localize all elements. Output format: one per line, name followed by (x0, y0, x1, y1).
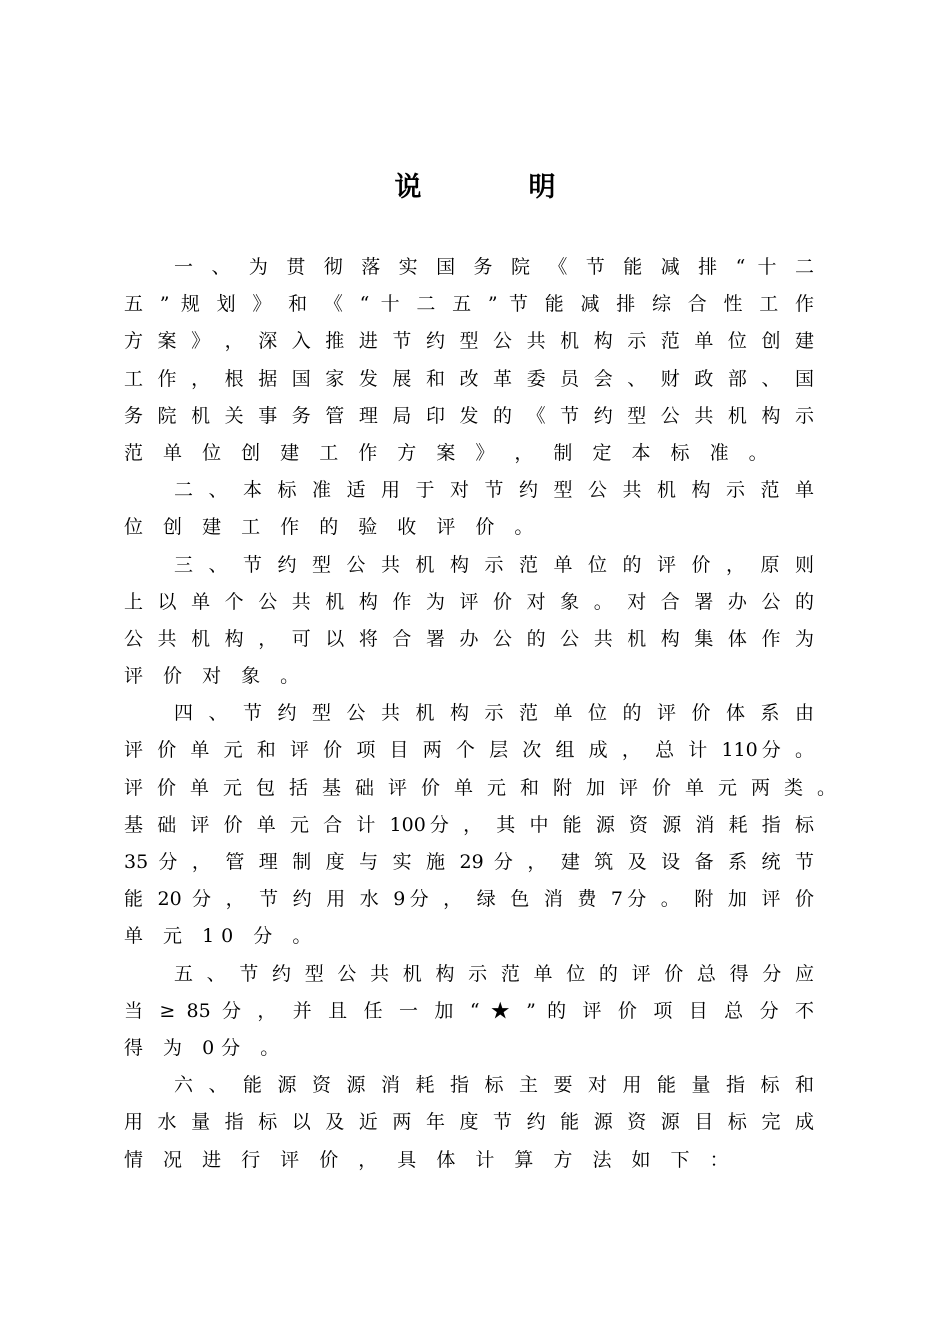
text-line: 单 元 10 分 。 (124, 925, 319, 948)
text-line: 务 院 机 关 事 务 管 理 局 印 发 的 《 节 约 型 公 共 机 构 示 (124, 404, 814, 427)
text-line: 得 为 0分 。 (124, 1036, 287, 1059)
text-line: 方 案 》 ， 深 入 推 进 节 约 型 公 共 机 构 示 范 单 位 创 建 (124, 330, 814, 353)
text-line: 用 水 量 指 标 以 及 近 两 年 度 节 约 能 源 资 源 目 标 完 成 (124, 1111, 814, 1134)
page-title: 说 明 (394, 172, 596, 203)
text-line: 评 价 对 象 。 (124, 665, 307, 688)
text-line: 二 、 本 标 准 适 用 于 对 节 约 型 公 共 机 构 示 范 单 (174, 479, 814, 502)
text-line: 五 、 节 约 型 公 共 机 构 示 范 单 位 的 评 价 总 得 分 应 (174, 962, 814, 985)
body-text (124, 249, 836, 1179)
text-line: 范 单 位 创 建 工 作 方 案 》 ， 制 定 本 标 准 。 (124, 441, 775, 464)
text-line: 一 、 为 贯 彻 落 实 国 务 院 《 节 能 减 排 “ 十 二 (174, 256, 814, 278)
text-line: 35 分 ， 管 理 制 度 与 实 施 29 分 ， 建 筑 及 设 备 系 统 节 (124, 851, 814, 873)
text-line: 上 以 单 个 公 共 机 构 作 为 评 价 对 象 。 对 合 署 办 公 的 (124, 590, 814, 613)
text-line: 评 价 单 元 包 括 基 础 评 价 单 元 和 附 加 评 价 单 元 两 类 。 (124, 776, 836, 799)
text-line: 公 共 机 构 ， 可 以 将 合 署 办 公 的 公 共 机 构 集 体 作 为 (124, 627, 814, 650)
text-line: 三 、 节 约 型 公 共 机 构 示 范 单 位 的 评 价 ， 原 则 (174, 553, 814, 576)
text-line: 四 、 节 约 型 公 共 机 构 示 范 单 位 的 评 价 体 系 由 (174, 702, 814, 725)
text-line: 五 ” 规 划 》 和 《 “ 十 二 五 ” 节 能 减 排 综 合 性 工 作 (124, 293, 814, 316)
text-line: 评 价 单 元 和 评 价 项 目 两 个 层 次 组 成 ， 总 计 110分 。 (124, 739, 814, 762)
text-line: 基 础 评 价 单 元 合 计 100分 ， 其 中 能 源 资 源 消 耗 指 标 (124, 813, 814, 836)
text-line: 工 作 ， 根 据 国 家 发 展 和 改 革 委 员 会 、 财 政 部 、 国 (124, 367, 814, 390)
text-line: 情 况 进 行 评 价 ， 具 体 计 算 方 法 如 下 ： (124, 1148, 736, 1171)
text-line: 位 创 建 工 作 的 验 收 评 价 。 (124, 516, 541, 539)
text-line: 当 ≥ 85 分 ， 并 且 任 一 加 “ ★ ” 的 评 价 项 目 总 分 不 (124, 999, 814, 1022)
text-line: 六 、 能 源 资 源 消 耗 指 标 主 要 对 用 能 量 指 标 和 (174, 1074, 814, 1097)
text-line: 能 20 分 ， 节 约 用 水 9分 ， 绿 色 消 费 7分 。 附 加 评 价 (124, 888, 814, 911)
